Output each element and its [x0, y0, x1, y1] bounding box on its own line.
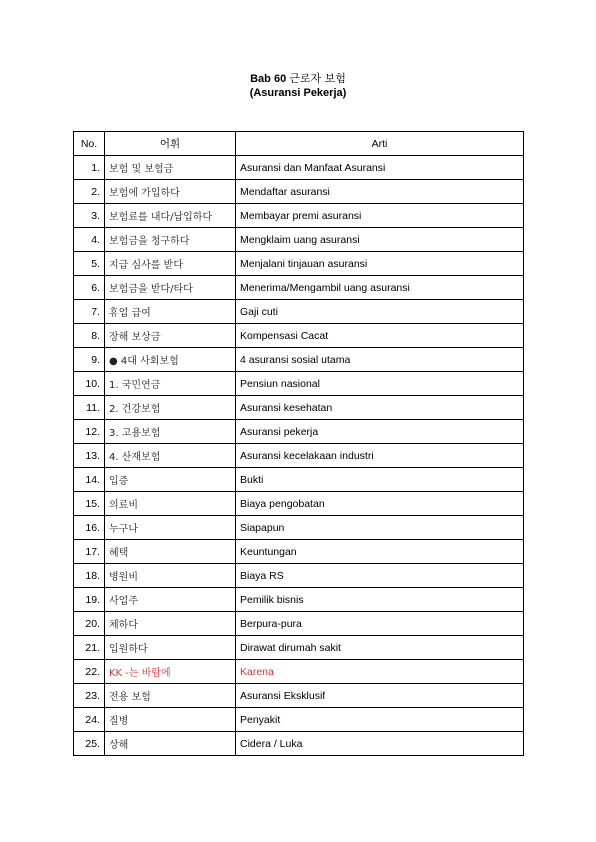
row-number: 5.	[74, 252, 105, 276]
korean-term: 입원하다	[105, 636, 236, 660]
table-row	[74, 492, 524, 516]
indonesian-meaning: Cidera / Luka	[236, 732, 524, 756]
table-row	[74, 708, 524, 732]
table-row	[74, 540, 524, 564]
table-row	[74, 636, 524, 660]
chapter-subtitle: (Asuransi Pekerja)	[249, 87, 347, 99]
korean-term: 보험료를 내다/납입하다	[105, 204, 236, 228]
korean-term: 입증	[105, 468, 236, 492]
korean-term: 2. 건강보험	[105, 396, 236, 420]
indonesian-meaning: Membayar premi asuransi	[236, 204, 524, 228]
header-no: No.	[74, 132, 105, 156]
chapter-korean-title: 근로자 보험	[289, 72, 346, 85]
korean-term: ● 4대 사회보험	[105, 348, 236, 372]
korean-term: 체하다	[105, 612, 236, 636]
indonesian-meaning: Kompensasi Cacat	[236, 324, 524, 348]
indonesian-meaning: Penyakit	[236, 708, 524, 732]
korean-term: 누구나	[105, 516, 236, 540]
korean-term: 사업주	[105, 588, 236, 612]
header-meaning: Arti	[236, 132, 524, 156]
table-row	[74, 468, 524, 492]
korean-term: 의료비	[105, 492, 236, 516]
row-number: 17.	[74, 540, 105, 564]
korean-term: 1. 국민연금	[105, 372, 236, 396]
korean-term: 보험금을 받다/타다	[105, 276, 236, 300]
table-row	[74, 684, 524, 708]
table-row	[74, 516, 524, 540]
row-number: 21.	[74, 636, 105, 660]
table-row	[74, 180, 524, 204]
table-row	[74, 372, 524, 396]
row-number: 4.	[74, 228, 105, 252]
indonesian-meaning: Mendaftar asuransi	[236, 180, 524, 204]
indonesian-meaning: Keuntungan	[236, 540, 524, 564]
korean-term: 장해 보상금	[105, 324, 236, 348]
indonesian-meaning: Siapapun	[236, 516, 524, 540]
row-number: 14.	[74, 468, 105, 492]
row-number: 18.	[74, 564, 105, 588]
indonesian-meaning: Asuransi dan Manfaat Asuransi	[236, 156, 524, 180]
korean-term: 혜택	[105, 540, 236, 564]
row-number: 3.	[74, 204, 105, 228]
table-row	[74, 444, 524, 468]
indonesian-meaning: Bukti	[236, 468, 524, 492]
korean-term: 보험금을 청구하다	[105, 228, 236, 252]
chapter-label: Bab 60	[250, 73, 287, 85]
korean-term: 보험에 가입하다	[105, 180, 236, 204]
indonesian-meaning: Asuransi pekerja	[236, 420, 524, 444]
row-number: 12.	[74, 420, 105, 444]
indonesian-meaning: Menjalani tinjauan asuransi	[236, 252, 524, 276]
table-row	[74, 420, 524, 444]
row-number: 13.	[74, 444, 105, 468]
table-body	[74, 156, 524, 756]
table-row	[74, 300, 524, 324]
korean-term: 3. 고용보험	[105, 420, 236, 444]
korean-term: 휴업 급여	[105, 300, 236, 324]
row-number: 23.	[74, 684, 105, 708]
korean-term: 전용 보험	[105, 684, 236, 708]
indonesian-meaning: Biaya pengobatan	[236, 492, 524, 516]
table-row	[74, 588, 524, 612]
row-number: 20.	[74, 612, 105, 636]
row-number: 2.	[74, 180, 105, 204]
indonesian-meaning: Karena	[236, 660, 524, 684]
korean-term: 4. 산재보험	[105, 444, 236, 468]
table-header	[74, 132, 524, 156]
page-title	[0, 72, 596, 100]
vocabulary-table	[73, 131, 524, 756]
header-korean: 어휘	[105, 132, 236, 156]
table-row	[74, 228, 524, 252]
indonesian-meaning: Mengklaim uang asuransi	[236, 228, 524, 252]
row-number: 10.	[74, 372, 105, 396]
korean-term: KK -는 바람에	[105, 660, 236, 684]
korean-term: 질병	[105, 708, 236, 732]
korean-term: 보험 및 보험금	[105, 156, 236, 180]
row-number: 16.	[74, 516, 105, 540]
indonesian-meaning: Pemilik bisnis	[236, 588, 524, 612]
indonesian-meaning: 4 asuransi sosial utama	[236, 348, 524, 372]
row-number: 6.	[74, 276, 105, 300]
row-number: 7.	[74, 300, 105, 324]
table-row	[74, 276, 524, 300]
table-row	[74, 660, 524, 684]
korean-term: 병원비	[105, 564, 236, 588]
row-number: 19.	[74, 588, 105, 612]
table-row	[74, 204, 524, 228]
indonesian-meaning: Dirawat dirumah sakit	[236, 636, 524, 660]
korean-term: 지급 심사를 받다	[105, 252, 236, 276]
indonesian-meaning: Berpura-pura	[236, 612, 524, 636]
row-number: 22.	[74, 660, 105, 684]
table-row	[74, 156, 524, 180]
indonesian-meaning: Biaya RS	[236, 564, 524, 588]
table-row	[74, 396, 524, 420]
table-row	[74, 324, 524, 348]
table-row	[74, 252, 524, 276]
indonesian-meaning: Pensiun nasional	[236, 372, 524, 396]
indonesian-meaning: Menerima/Mengambil uang asuransi	[236, 276, 524, 300]
row-number: 24.	[74, 708, 105, 732]
row-number: 15.	[74, 492, 105, 516]
indonesian-meaning: Asuransi kecelakaan industri	[236, 444, 524, 468]
table-row	[74, 348, 524, 372]
row-number: 11.	[74, 396, 105, 420]
row-number: 8.	[74, 324, 105, 348]
row-number: 9.	[74, 348, 105, 372]
korean-term: 상해	[105, 732, 236, 756]
indonesian-meaning: Gaji cuti	[236, 300, 524, 324]
table-row	[74, 732, 524, 756]
indonesian-meaning: Asuransi Eksklusif	[236, 684, 524, 708]
table-row	[74, 612, 524, 636]
indonesian-meaning: Asuransi kesehatan	[236, 396, 524, 420]
table-row	[74, 564, 524, 588]
row-number: 25.	[74, 732, 105, 756]
row-number: 1.	[74, 156, 105, 180]
header-row	[74, 132, 524, 156]
